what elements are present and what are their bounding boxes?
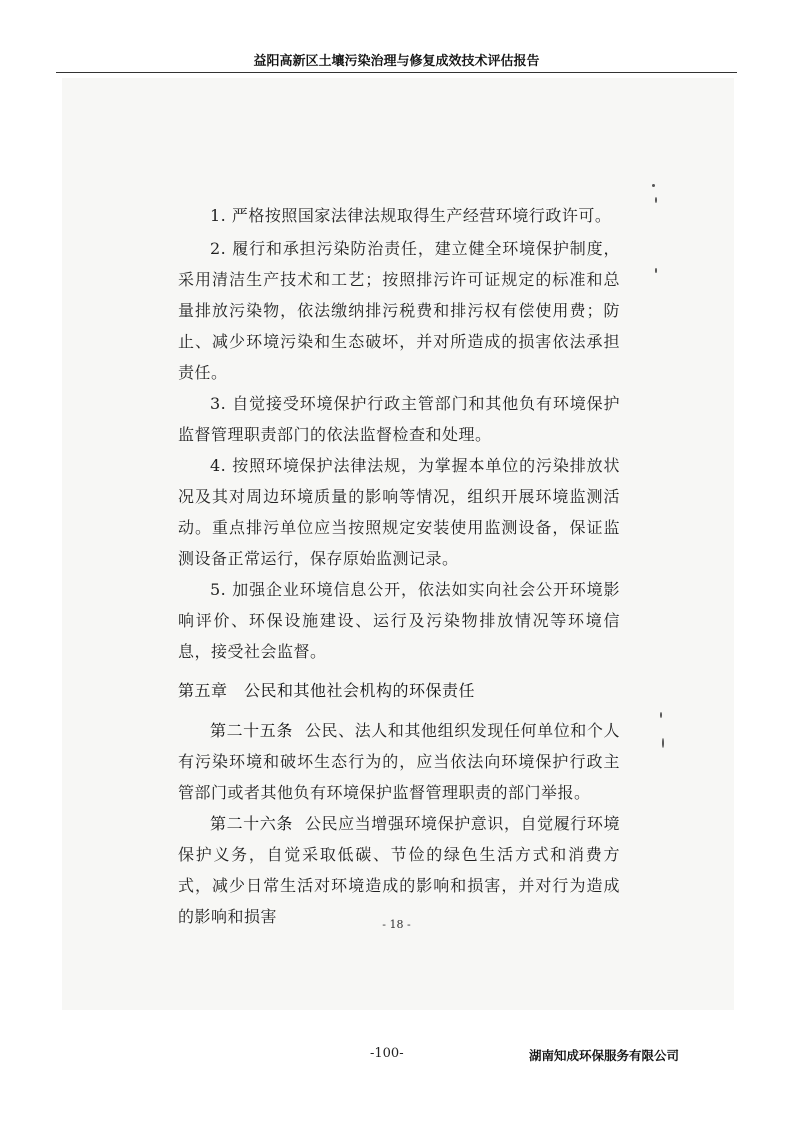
chapter-heading: 第五章 公民和其他社会机构的环保责任 xyxy=(178,681,476,700)
article-text: 公民、法人和其他组织发现任何单位和个人有污染环境和破坏生态行为的，应当依法向环境保护行政主管部门或者其他负有环境保护监督管理职责的部门举报。 xyxy=(178,721,620,802)
scan-page-number: - 18 - xyxy=(382,918,411,931)
article-text: 公民应当增强环境保护意识，自觉履行环境保护义务，自觉采取低碳、节俭的绿色生活方式和消费方式，减少日常生活对环境造成的影响和损害，并对行为造成的影响和损害 xyxy=(178,814,620,926)
company-name: 湖南知成环保服务有限公司 xyxy=(528,1048,679,1063)
paragraph: 3. 自觉接受环境保护行政主管部门和其他负有环境保护监督管理职责部门的依法监督检查和处理。 xyxy=(178,394,620,444)
page-number: -100- xyxy=(370,1046,404,1061)
scan-speck xyxy=(655,268,657,273)
report-title: 益阳高新区土壤污染治理与修复成效技术评估报告 xyxy=(253,54,540,69)
paragraph: 5. 加强企业环境信息公开，依法如实向社会公开环境影响评价、环保设施建设、运行及污染物排放情况等环境信息，接受社会监督。 xyxy=(178,580,620,661)
scan-speck xyxy=(660,712,662,718)
scan-speck xyxy=(652,184,655,187)
article-label: 第二十五条 xyxy=(210,721,293,740)
paragraph: 4. 按照环境保护法律法规，为掌握本单位的污染排放状况及其对周边环境质量的影响等情况，组织开展环境监测活动。重点排污单位应当按照规定安装使用监测设备，保证监测设备正常运行，保存原始监测记录。 xyxy=(178,456,620,568)
article-label: 第二十六条 xyxy=(210,814,293,833)
article xyxy=(178,715,620,808)
article xyxy=(178,808,620,932)
body-text xyxy=(178,200,620,932)
paragraph: 2. 履行和承担污染防治责任，建立健全环境保护制度，采用清洁生产技术和工艺；按照排污许可证规定的标准和总量排放污染物，依法缴纳排污税费和排污权有偿使用费；防止、减少环境污染和生态破坏，并对所造成的损害依法承担责任。 xyxy=(178,239,620,382)
scan-speck xyxy=(655,197,657,203)
scan-speck xyxy=(662,738,664,748)
paragraph: 1. 严格按照国家法律法规取得生产经营环境行政许可。 xyxy=(210,206,612,225)
header-divider xyxy=(56,72,737,73)
